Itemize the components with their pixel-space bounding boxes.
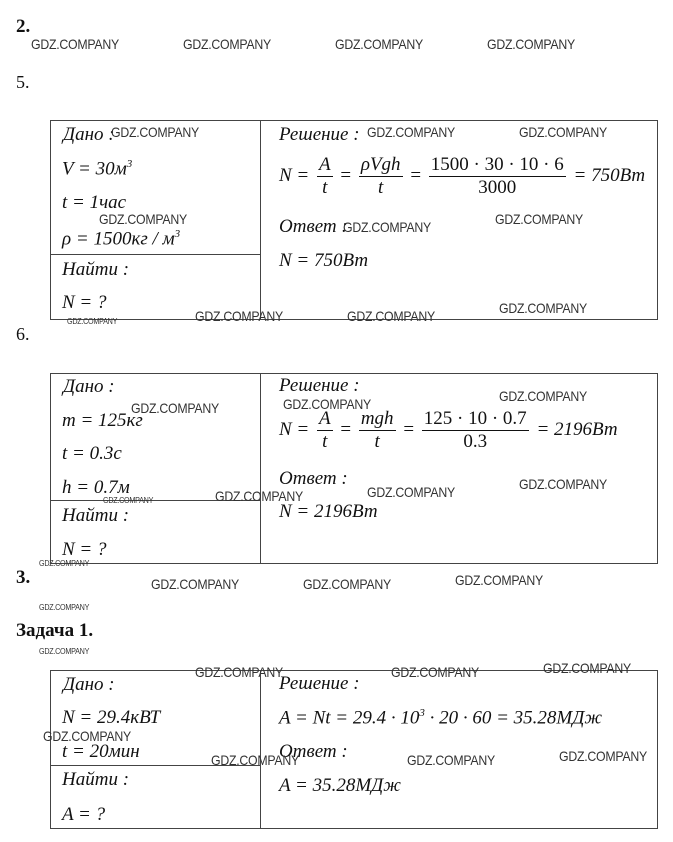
p6-given-mass: m = 125кг xyxy=(62,410,143,431)
p5-volume-exp: 3 xyxy=(126,158,133,170)
watermark-text: GDZ.COMPANY xyxy=(487,36,575,52)
watermark-text: GDZ.COMPANY xyxy=(151,576,239,592)
t1-answer-title: Ответ : xyxy=(279,741,348,762)
p5-frac1-num: A xyxy=(319,154,331,175)
p5-density-text: ρ = 1500кг / м xyxy=(62,228,175,250)
watermark-text: GDZ.COMPANY xyxy=(455,572,543,588)
p6-formula-lhs: N = xyxy=(279,418,310,440)
t1-formula xyxy=(279,707,602,729)
watermark-text: GDZ.COMPANY xyxy=(495,211,583,227)
watermark-text: GDZ.COMPANY xyxy=(43,728,131,744)
p5-find-title: Найти : xyxy=(62,259,130,280)
p5-formula xyxy=(279,154,645,199)
t1-find-value: A = ? xyxy=(62,804,106,825)
watermark-text: GDZ.COMPANY xyxy=(367,484,455,500)
watermark-text: GDZ.COMPANY xyxy=(195,664,283,680)
p5-fraction-1 xyxy=(317,154,333,199)
p6-fraction-2 xyxy=(359,408,396,453)
t1-given-time: t = 20мин xyxy=(62,741,140,762)
p6-formula-result: = 2196Вт xyxy=(536,418,618,440)
t1-formula-part-b: · 20 · 60 = 35.28МДж xyxy=(424,707,603,729)
p5-given-volume xyxy=(62,158,132,180)
p5-answer-title: Ответ : xyxy=(279,216,348,237)
p5-given-title: Дано : xyxy=(63,124,115,145)
t1-given-power: N = 29.4кВТ xyxy=(62,707,161,728)
watermark-text: GDZ.COMPANY xyxy=(343,219,431,235)
p5-frac2-num: ρVgh xyxy=(360,154,401,175)
watermark-text: GDZ.COMPANY xyxy=(39,603,90,612)
p5-formula-eq2: = xyxy=(410,164,422,186)
problem-6-divider-vertical xyxy=(260,373,261,564)
p5-formula-result: = 750Вт xyxy=(573,164,646,186)
p6-frac2-den: t xyxy=(374,431,380,452)
heading-6: 6. xyxy=(16,324,30,344)
p5-given-density xyxy=(62,228,180,250)
t1-find-title: Найти : xyxy=(62,769,130,790)
p6-given-title: Дано : xyxy=(63,376,115,397)
p6-frac1-den: t xyxy=(322,431,328,452)
watermark-text: GDZ.COMPANY xyxy=(39,647,90,656)
heading-5: 5. xyxy=(16,72,30,92)
watermark-text: GDZ.COMPANY xyxy=(283,396,371,412)
watermark-text: GDZ.COMPANY xyxy=(559,748,647,764)
p6-frac2-num: mgh xyxy=(360,408,394,429)
p5-frac2-den: t xyxy=(378,177,384,198)
heading-task-1: Задача 1. xyxy=(16,620,94,641)
p5-find-value: N = ? xyxy=(62,292,107,313)
watermark-text: GDZ.COMPANY xyxy=(31,36,119,52)
watermark-text: GDZ.COMPANY xyxy=(103,496,154,505)
p5-formula-lhs: N = xyxy=(279,164,310,186)
problem-5-divider-vertical xyxy=(260,120,261,320)
watermark-text: GDZ.COMPANY xyxy=(39,559,90,568)
p6-answer-title: Ответ : xyxy=(279,468,348,489)
task-1-divider-vertical xyxy=(260,670,261,829)
p6-frac3-den: 0.3 xyxy=(463,431,488,452)
heading-2: 2. xyxy=(16,16,31,37)
p6-find-title: Найти : xyxy=(62,505,130,526)
p5-volume-text: V = 30м xyxy=(62,158,127,180)
t1-solution-title: Решение : xyxy=(279,673,360,694)
watermark-text: GDZ.COMPANY xyxy=(335,36,423,52)
p5-density-exp: 3 xyxy=(174,228,181,240)
p5-frac3-den: 3000 xyxy=(478,177,517,198)
watermark-text: GDZ.COMPANY xyxy=(303,576,391,592)
p6-frac3-num: 125 · 10 · 0.7 xyxy=(423,408,527,429)
watermark-text: GDZ.COMPANY xyxy=(499,388,587,404)
watermark-text: GDZ.COMPANY xyxy=(183,36,271,52)
p6-fraction-3 xyxy=(422,408,529,453)
watermark-text: GDZ.COMPANY xyxy=(215,488,303,504)
t1-answer-value: A = 35.28МДж xyxy=(279,775,401,796)
p5-frac1-den: t xyxy=(322,177,328,198)
p6-frac1-num: A xyxy=(319,408,331,429)
p5-formula-eq1: = xyxy=(340,164,352,186)
heading-3: 3. xyxy=(16,567,31,588)
watermark-text: GDZ.COMPANY xyxy=(407,752,495,768)
watermark-text: GDZ.COMPANY xyxy=(543,660,631,676)
p6-given-height: h = 0.7м xyxy=(62,477,130,498)
problem-5-divider-horizontal xyxy=(50,254,261,255)
watermark-text: GDZ.COMPANY xyxy=(99,211,187,227)
watermark-text: GDZ.COMPANY xyxy=(519,476,607,492)
p6-formula-eq2: = xyxy=(403,418,415,440)
watermark-text: GDZ.COMPANY xyxy=(367,124,455,140)
p5-answer-value: N = 750Вт xyxy=(279,250,369,271)
watermark-text: GDZ.COMPANY xyxy=(211,752,299,768)
p6-formula xyxy=(279,408,618,453)
p5-fraction-2 xyxy=(359,154,403,199)
t1-given-title: Дано : xyxy=(63,674,115,695)
watermark-text: GDZ.COMPANY xyxy=(519,124,607,140)
watermark-text: GDZ.COMPANY xyxy=(391,664,479,680)
watermark-text: GDZ.COMPANY xyxy=(347,308,435,324)
p5-solution-title: Решение : xyxy=(279,124,360,145)
p5-frac3-num: 1500 · 30 · 10 · 6 xyxy=(430,154,564,175)
p6-given-time: t = 0.3с xyxy=(62,443,122,464)
watermark-text: GDZ.COMPANY xyxy=(195,308,283,324)
watermark-text: GDZ.COMPANY xyxy=(131,400,219,416)
watermark-text: GDZ.COMPANY xyxy=(111,124,199,140)
t1-formula-exp: 3 xyxy=(419,707,425,719)
p6-formula-eq1: = xyxy=(340,418,352,440)
p6-find-value: N = ? xyxy=(62,539,107,560)
t1-formula-part-a: A = Nt = 29.4 · 10 xyxy=(279,707,420,729)
p5-given-time: t = 1час xyxy=(62,192,127,213)
p6-solution-title: Решение : xyxy=(279,375,360,396)
watermark-text: GDZ.COMPANY xyxy=(67,317,118,326)
p5-fraction-3 xyxy=(429,154,566,199)
watermark-text: GDZ.COMPANY xyxy=(499,300,587,316)
p6-answer-value: N = 2196Вт xyxy=(279,501,378,522)
p6-fraction-1 xyxy=(317,408,333,453)
